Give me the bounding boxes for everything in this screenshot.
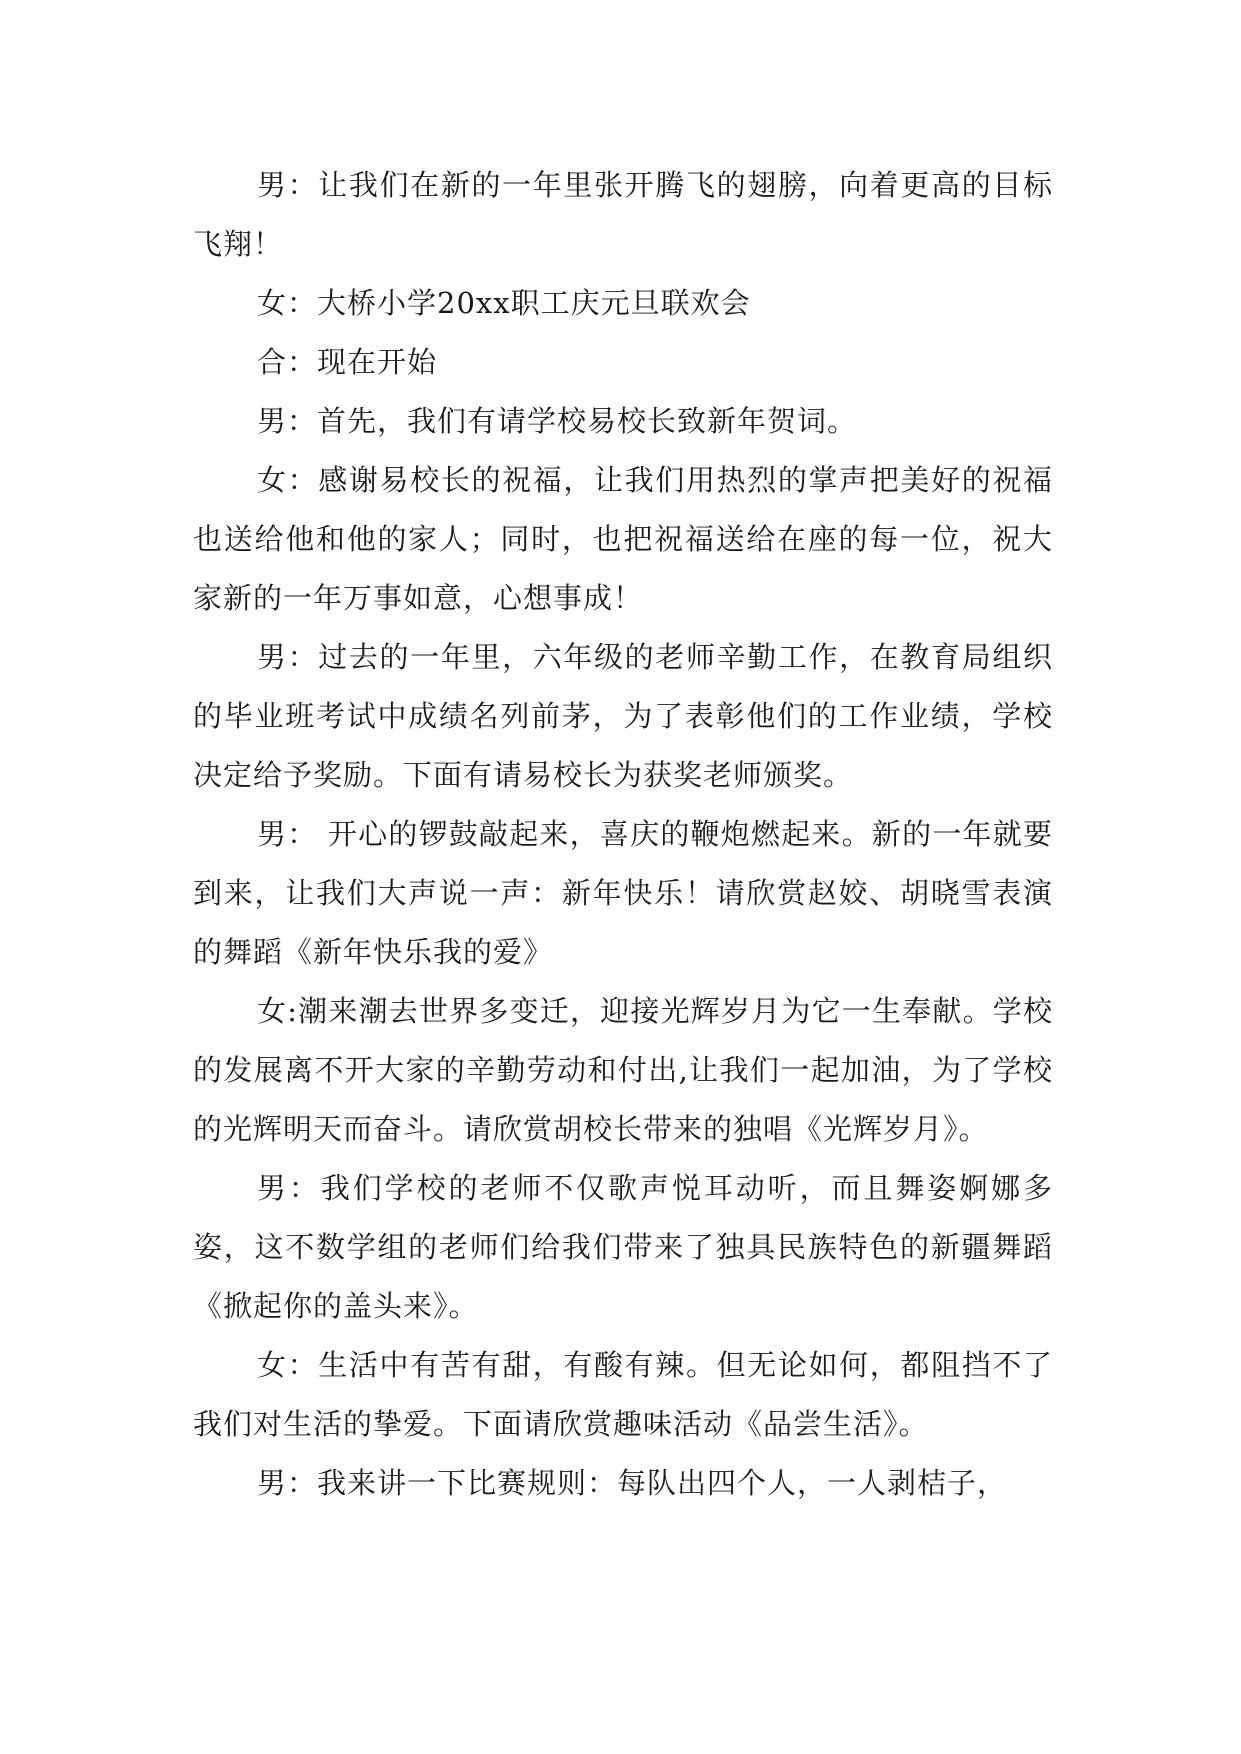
paragraph: 男：我们学校的老师不仅歌声悦耳动听，而且舞姿婀娜多姿，这不数学组的老师们给我们带来了独具民族特色的新疆舞蹈《掀起你的盖头来》。 [193, 1171, 1053, 1323]
document-body [193, 156, 1053, 1513]
paragraph: 男： 开心的锣鼓敲起来，喜庆的鞭炮燃起来。新的一年就要到来，让我们大声说一声：新年快乐！请欣赏赵姣、胡晓雪表演的舞蹈《新年快乐我的爱》 [193, 817, 1053, 969]
paragraph: 男：让我们在新的一年里张开腾飞的翅膀，向着更高的目标飞翔！ [193, 168, 1053, 261]
paragraph: 男：我来讲一下比赛规则：每队出四个人，一人剥桔子， [257, 1466, 1008, 1500]
paragraph: 女：生活中有苦有甜，有酸有辣。但无论如何，都阻挡不了我们对生活的挚爱。下面请欣赏趣味活动《品尝生活》。 [193, 1348, 1053, 1441]
paragraph: 合：现在开始 [257, 345, 438, 379]
paragraph: 男：首先，我们有请学校易校长致新年贺词。 [257, 404, 858, 438]
paragraph: 女:潮来潮去世界多变迁，迎接光辉岁月为它一生奉献。学校的发展离不开大家的辛勤劳动和付出,让我们一起加油，为了学校的光辉明天而奋斗。请欣赏胡校长带来的独唱《光辉岁月》。 [193, 994, 1053, 1146]
paragraph: 女：大桥小学20xx职工庆元旦联欢会 [257, 286, 751, 320]
paragraph: 男：过去的一年里，六年级的老师辛勤工作，在教育局组织的毕业班考试中成绩名列前茅，为了表彰他们的工作业绩，学校决定给予奖励。下面有请易校长为获奖老师颁奖。 [193, 640, 1053, 792]
paragraph: 女：感谢易校长的祝福，让我们用热烈的掌声把美好的祝福也送给他和他的家人；同时，也把祝福送给在座的每一位，祝大家新的一年万事如意，心想事成！ [193, 463, 1053, 615]
